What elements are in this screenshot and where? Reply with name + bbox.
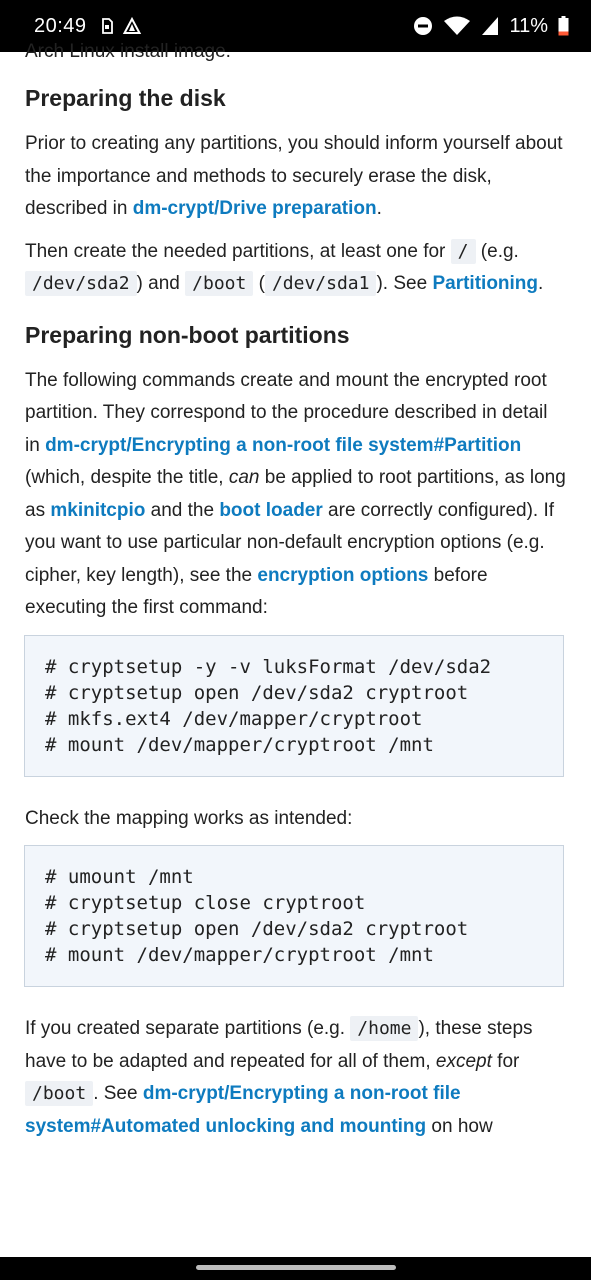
code-home: /home — [350, 1016, 418, 1041]
text: are correctly configured). If you want to use particular non-default encryption options (e.g. cipher, key length), see the — [25, 499, 555, 586]
text: ( — [253, 273, 265, 294]
navigation-bar — [0, 1257, 591, 1280]
code-line: # cryptsetup open /dev/sda2 cryptroot — [45, 681, 469, 704]
text: . — [538, 273, 544, 294]
paragraph-separate-partitions — [25, 1013, 567, 1143]
text: (which, despite the title, — [25, 467, 229, 488]
link-boot-loader[interactable]: boot loader — [219, 499, 323, 521]
text: If you created separate partitions (e.g. — [25, 1018, 351, 1039]
article-body — [25, 36, 567, 1153]
code-line: # umount /mnt — [45, 866, 194, 888]
sim-card-icon — [101, 18, 113, 34]
text: ) and — [136, 273, 186, 294]
text: . — [376, 198, 382, 219]
paragraph-create-partitions — [25, 236, 567, 301]
code-line: # mount /dev/mapper/cryptroot /mnt — [45, 944, 434, 966]
paragraph-check-mapping: Check the mapping works as intended: — [25, 807, 353, 829]
code-block-check-mapping — [24, 845, 564, 987]
text: (e.g. — [475, 240, 519, 262]
code-root: / — [451, 239, 476, 264]
code-line: # cryptsetup close cryptroot — [45, 892, 366, 914]
paragraph-commands-intro — [25, 365, 567, 625]
code-line: # cryptsetup open /dev/sda2 cryptroot — [45, 918, 469, 940]
link-encrypting-non-root-partition[interactable]: dm-crypt/Encrypting a non-root file system#Partition — [45, 434, 522, 456]
code-line: # mkfs.ext4 /dev/mapper/cryptroot — [45, 707, 423, 730]
text: for — [491, 1050, 520, 1072]
text: before executing the first command: — [25, 564, 488, 618]
home-gesture-handle[interactable] — [196, 1265, 396, 1270]
text: Prior to creating any partitions, you should inform yourself about the importance and methods to securely erase the disk, described in — [25, 133, 563, 219]
heading-preparing-the-disk: Preparing the disk — [25, 85, 226, 111]
link-automated-unlocking[interactable]: dm-crypt/Encrypting a non-root file system#Automated unlocking and mounting — [25, 1083, 461, 1137]
article-viewport[interactable] — [0, 41, 591, 1257]
battery-percent: 11% — [509, 14, 548, 37]
code-line: # cryptsetup -y -v luksFormat /dev/sda2 — [45, 655, 492, 678]
link-partitioning[interactable]: Partitioning — [432, 273, 539, 294]
heading-preparing-non-boot-partitions: Preparing non-boot partitions — [25, 321, 350, 348]
code-dev-sda2: /dev/sda2 — [25, 271, 137, 296]
text: be applied to root partitions, as long as — [25, 467, 566, 521]
code-line: # mount /dev/mapper/cryptroot /mnt — [45, 733, 434, 756]
text: on how — [426, 1115, 493, 1137]
code-block-create-mount — [24, 635, 564, 777]
emphasis-except: except — [435, 1050, 492, 1072]
code-boot: /boot — [185, 271, 253, 296]
text: . See — [93, 1083, 143, 1104]
text: ), these steps have to be adapted and repeated for all of them, — [25, 1018, 533, 1072]
previous-paragraph-tail: Arch Linux install image. — [25, 41, 231, 62]
paragraph-erase-disk — [25, 128, 567, 226]
system-icons — [413, 15, 569, 38]
emphasis-can: can — [228, 467, 260, 488]
alert-triangle-icon — [123, 17, 141, 35]
signal-icon — [481, 16, 499, 36]
text: ). See — [376, 273, 433, 294]
notification-icons — [101, 17, 141, 35]
code-boot-2: /boot — [25, 1081, 93, 1106]
do-not-disturb-icon — [413, 16, 433, 36]
wifi-icon — [443, 16, 471, 36]
status-time: 20:49 — [34, 14, 87, 37]
battery-icon — [558, 16, 569, 36]
link-encryption-options[interactable]: encryption options — [257, 564, 429, 586]
text: and the — [145, 499, 220, 521]
link-mkinitcpio[interactable]: mkinitcpio — [50, 499, 146, 521]
link-drive-preparation[interactable]: dm-crypt/Drive preparation — [132, 198, 377, 219]
code-dev-sda1: /dev/sda1 — [265, 271, 377, 296]
text: Then create the needed partitions, at least one for — [25, 240, 451, 262]
text: The following commands create and mount the encrypted root partition. They correspond to the procedure described in detail in — [25, 369, 548, 456]
